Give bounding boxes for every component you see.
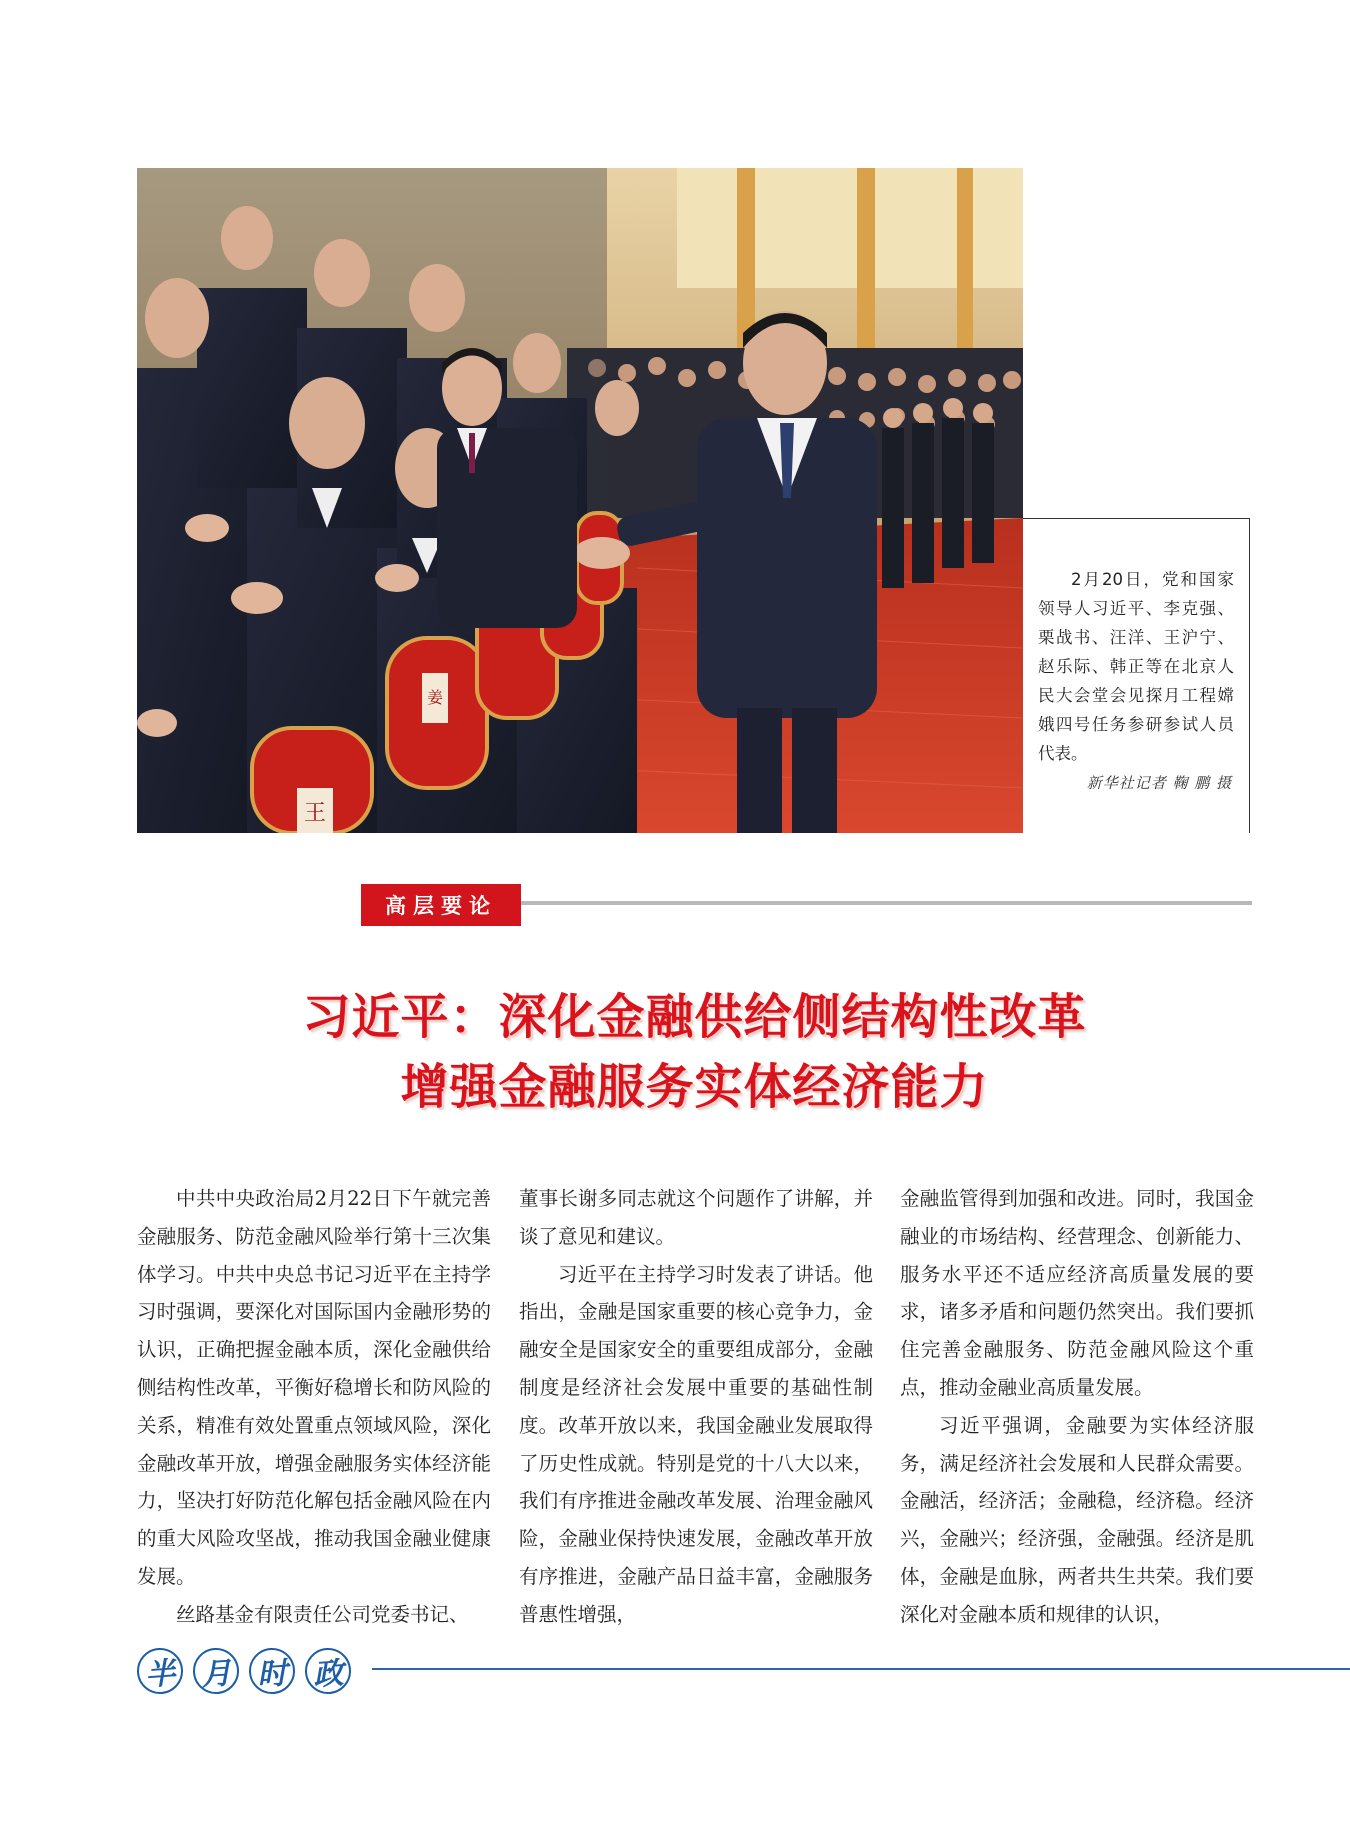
section-tag: 高层要论 bbox=[361, 884, 521, 926]
news-photo bbox=[137, 168, 1023, 833]
photo-illustration bbox=[137, 168, 1023, 833]
handshake bbox=[574, 537, 630, 569]
photo-credit: 新华社记者 鞠 鹏 摄 bbox=[1086, 774, 1232, 792]
seat-label-1: 王 bbox=[303, 801, 327, 826]
logo-char: 政 bbox=[303, 1646, 352, 1695]
paragraph: 董事长谢多同志就这个问题作了讲解，并谈了意见和建议。 bbox=[519, 1187, 873, 1248]
body-column-3 bbox=[900, 1180, 1254, 1634]
paragraph: 习近平在主持学习时发表了讲话。他指出，金融是国家重要的核心竞争力，金融安全是国家安全的重要组成部分，金融制度是经济社会发展中重要的基础性制度。改革开放以来，我国金融业发展取得了历史性成就。特别是党的十八大以来，我们有序推进金融改革发展、治理金融风险，金融业保持快速发展，金融改革开放有序推进，金融产品日益丰富，金融服务普惠性增强， bbox=[519, 1262, 873, 1626]
logo-char: 月 bbox=[191, 1646, 240, 1695]
paragraph: 丝路基金有限责任公司党委书记、 bbox=[176, 1602, 469, 1626]
article-headline bbox=[137, 982, 1252, 1122]
body-column-1 bbox=[137, 1180, 491, 1634]
footer-rule bbox=[372, 1668, 1350, 1670]
seat-label-2: 姜 bbox=[426, 688, 444, 707]
headline-line-2: 增强金融服务实体经济能力 bbox=[400, 1059, 989, 1115]
headline-line-1: 习近平：深化金融供给侧结构性改革 bbox=[302, 989, 1087, 1045]
logo-char: 半 bbox=[135, 1646, 184, 1695]
body-column-2 bbox=[519, 1180, 873, 1634]
paragraph: 习近平强调，金融要为实体经济服务，满足经济社会发展和人民群众需要。金融活，经济活；金融稳，经济稳。经济兴，金融兴；经济强，金融强。经济是肌体，金融是血脉，两者共生共荣。我们要深化对金融本质和规律的认识， bbox=[900, 1413, 1254, 1626]
caption-rule-top bbox=[1023, 518, 1250, 519]
logo-char: 时 bbox=[247, 1646, 296, 1695]
paragraph: 中共中央政治局2月22日下午就完善金融服务、防范金融风险举行第十三次集体学习。中共中央总书记习近平在主持学习时强调，要深化对国际国内金融形势的认识，正确把握金融本质，深化金融供给侧结构性改革，平衡好稳增长和防风险的关系，精准有效处置重点领域风险，深化金融改革开放，增强金融服务实体经济能力，坚决打好防范化解包括金融风险在内的重大风险攻坚战，推动我国金融业健康发展。 bbox=[137, 1187, 491, 1588]
paragraph: 金融监管得到加强和改进。同时，我国金融业的市场结构、经营理念、创新能力、服务水平还不适应经济高质量发展的要求，诸多矛盾和问题仍然突出。我们要抓住完善金融服务、防范金融风险这个重点，推动金融业高质量发展。 bbox=[900, 1187, 1254, 1399]
photo-caption bbox=[1038, 565, 1234, 768]
caption-rule-side bbox=[1249, 518, 1250, 833]
section-divider bbox=[521, 901, 1252, 905]
photo-caption-text: 2月20日，党和国家领导人习近平、李克强、栗战书、汪洋、王沪宁、赵乐际、韩正等在北京人民大会堂会见探月工程嫦娥四号任务参研参试人员代表。 bbox=[1038, 570, 1234, 763]
magazine-logo bbox=[137, 1648, 351, 1694]
